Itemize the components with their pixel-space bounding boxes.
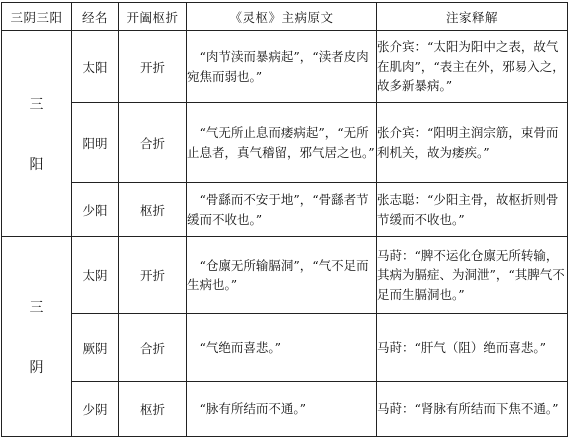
group-label-sanyang — [2, 31, 72, 237]
original-text-cell: “脉有所结而不通。” — [187, 382, 377, 437]
jing-name-cell: 太阴 — [72, 237, 119, 314]
original-text-cell: “肉节渎而暴病起”，“渎者皮肉宛焦而弱也。” — [187, 31, 377, 103]
header-sanyin-sanyang: 三阴三阳 — [2, 3, 72, 31]
kaihe-cell: 枢折 — [119, 183, 187, 237]
kaihe-cell: 开折 — [119, 31, 187, 103]
original-text-cell: “气无所止息而痿病起”，“无所止息者，真气稽留，邪气居之也。” — [187, 103, 377, 183]
table-row — [2, 103, 568, 183]
original-text-cell: “骨繇而不安于地”，“骨繇者节缓而不收也。” — [187, 183, 377, 237]
jing-name-cell: 太阳 — [72, 31, 119, 103]
jing-name-cell: 阳明 — [72, 103, 119, 183]
table-row — [2, 183, 568, 237]
kaihe-cell: 合折 — [119, 314, 187, 382]
table-header-row — [2, 3, 568, 31]
jing-name-cell: 少阴 — [72, 382, 119, 437]
kaihe-cell: 开折 — [119, 237, 187, 314]
group-label-char: 阴 — [29, 359, 44, 376]
annotation-cell: 张介宾：“阳明主润宗筋，束骨而利机关，故为痿疾。” — [377, 103, 568, 183]
annotation-cell: 马莳：“脾不运化仓廪无所转输，其病为膈症、为洞泄”，“其脾气不足而生膈洞也。” — [377, 237, 568, 314]
annotation-cell: 张介宾：“太阳为阳中之表，故气在肌肉”，“表主在外，邪易入之，故多新暴病。” — [377, 31, 568, 103]
jing-name-cell: 少阳 — [72, 183, 119, 237]
group-label-char: 三 — [29, 96, 44, 113]
header-jing-name: 经名 — [72, 3, 119, 31]
jing-name-cell: 厥阴 — [72, 314, 119, 382]
kaihe-cell: 枢折 — [119, 382, 187, 437]
annotation-cell: 张志聪：“少阳主骨，故枢折则骨节缓而不收也。” — [377, 183, 568, 237]
meridian-table — [1, 2, 568, 437]
header-annotations: 注家释解 — [377, 3, 568, 31]
header-kaihe: 开阖枢折 — [119, 3, 187, 31]
annotation-cell: 马莳：“肾脉有所结而下焦不通。” — [377, 382, 568, 437]
group-label-char: 阳 — [29, 156, 44, 173]
header-original-text: 《灵枢》主病原文 — [187, 3, 377, 31]
table-row — [2, 382, 568, 437]
group-label-sanyin — [2, 237, 72, 437]
group-label-char: 三 — [29, 299, 44, 316]
table-row — [2, 237, 568, 314]
kaihe-cell: 合折 — [119, 103, 187, 183]
original-text-cell: “仓廪无所输膈洞”，“气不足而生病也。” — [187, 237, 377, 314]
annotation-cell: 马莳：“肝气（阻）绝而喜悲。” — [377, 314, 568, 382]
original-text-cell: “气绝而喜悲。” — [187, 314, 377, 382]
table-row — [2, 314, 568, 382]
table-row — [2, 31, 568, 103]
